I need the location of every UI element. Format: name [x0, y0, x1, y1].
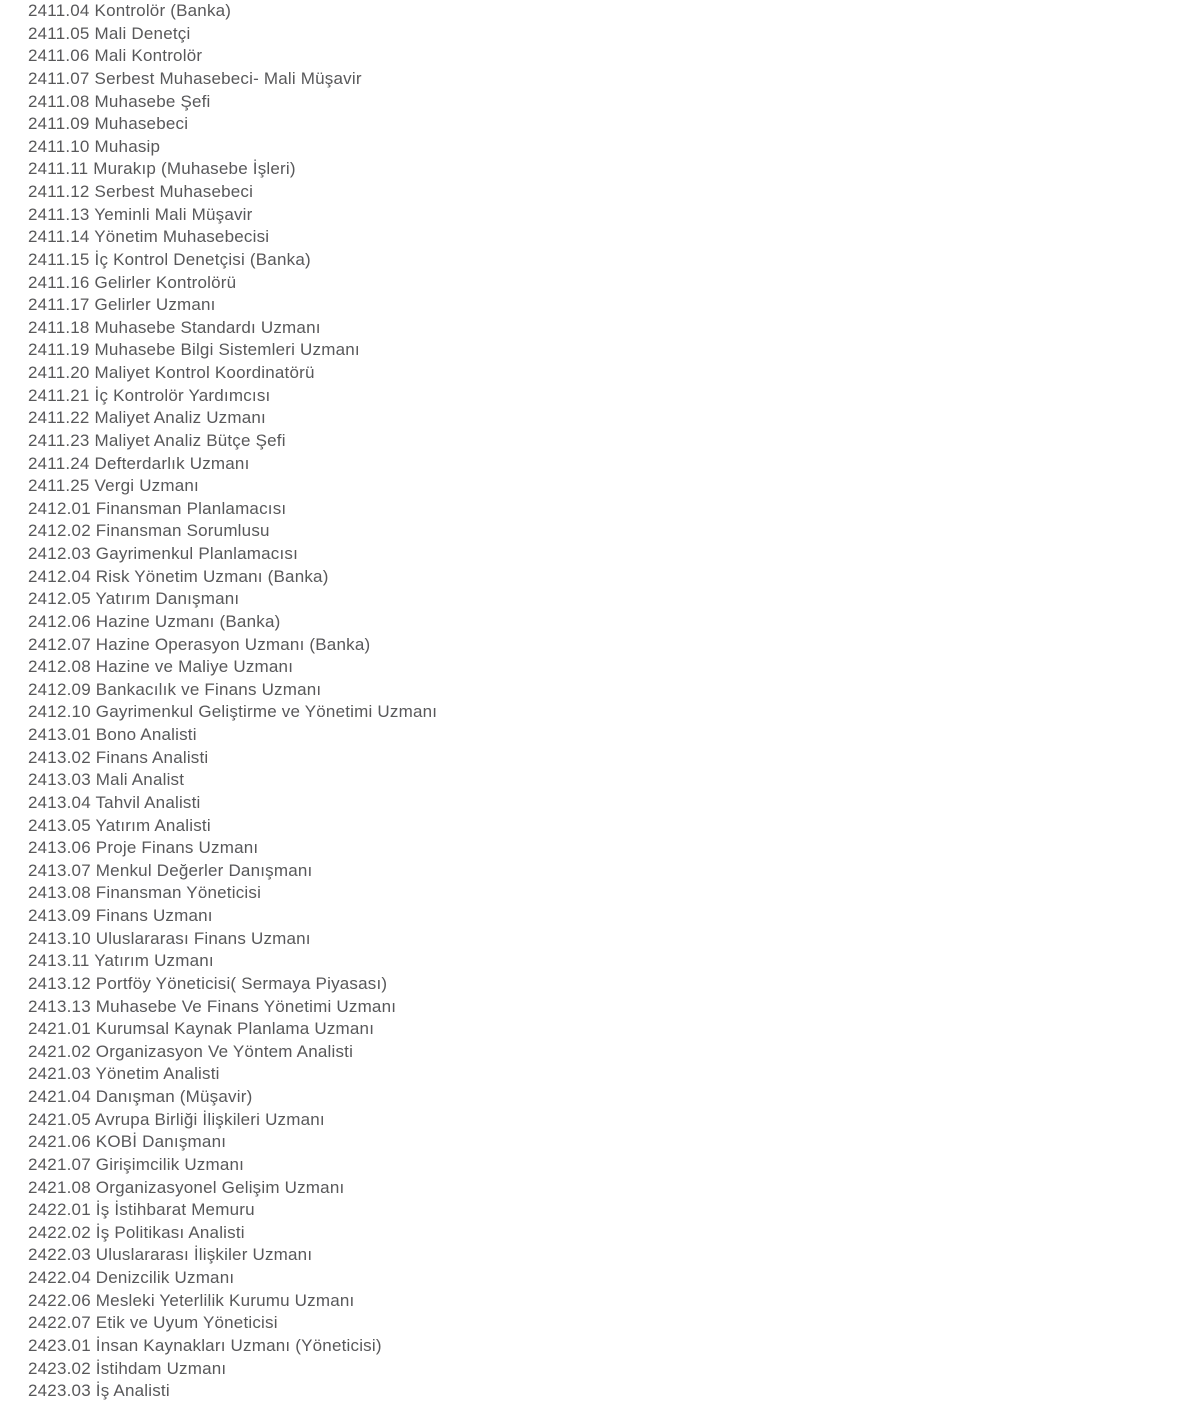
occupation-code: 2412.02 — [28, 521, 91, 541]
occupation-list-item — [28, 679, 1200, 702]
occupation-title: Finans Analisti — [95, 747, 209, 767]
occupation-code: 2422.01 — [28, 1200, 91, 1220]
occupation-title: Finansman Planlamacısı — [95, 498, 287, 518]
occupation-list-item — [28, 747, 1200, 770]
occupation-title: Kontrolör (Banka) — [94, 1, 232, 20]
occupation-list-item — [28, 701, 1200, 724]
occupation-list-item — [28, 1177, 1200, 1200]
occupation-list-item — [28, 588, 1200, 611]
occupation-title: Risk Yönetim Uzmanı (Banka) — [95, 566, 329, 586]
occupation-code: 2411.04 — [28, 1, 90, 20]
occupation-title: İstihdam Uzmanı — [95, 1358, 227, 1378]
occupation-list-item — [28, 204, 1200, 227]
occupation-title: Hazine Uzmanı (Banka) — [95, 611, 281, 631]
occupation-list-item — [28, 1244, 1200, 1267]
occupation-code: 2412.05 — [28, 589, 91, 609]
occupation-list-item — [28, 769, 1200, 792]
occupation-list-item — [28, 181, 1200, 204]
occupation-title: Mali Denetçi — [94, 23, 191, 43]
occupation-title: İş Analisti — [95, 1381, 170, 1401]
occupation-list-item — [28, 656, 1200, 679]
occupation-title: Yönetim Analisti — [95, 1064, 220, 1084]
occupation-code: 2413.09 — [28, 906, 91, 925]
occupation-list-item — [28, 385, 1200, 408]
occupation-code: 2413.11 — [28, 951, 90, 971]
occupation-code: 2411.17 — [28, 295, 90, 315]
occupation-title: Serbest Muhasebeci — [94, 182, 254, 201]
occupation-code: 2411.20 — [28, 363, 90, 382]
occupation-code: 2423.02 — [28, 1358, 91, 1378]
occupation-code: 2422.07 — [28, 1313, 91, 1333]
occupation-code: 2411.07 — [28, 68, 90, 88]
occupation-list-item — [28, 1267, 1200, 1290]
occupation-title: Organizasyon Ve Yöntem Analisti — [95, 1041, 354, 1061]
occupation-list-item — [28, 837, 1200, 860]
occupation-list-item — [28, 566, 1200, 589]
occupation-list-item — [28, 45, 1200, 68]
occupation-code: 2411.12 — [28, 182, 90, 201]
occupation-title: Defterdarlık Uzmanı — [94, 453, 250, 473]
occupation-title: Maliyet Analiz Bütçe Şefi — [94, 430, 286, 450]
occupation-code: 2413.03 — [28, 770, 91, 790]
occupation-code: 2411.21 — [28, 385, 90, 405]
occupation-code: 2421.01 — [28, 1019, 91, 1039]
occupation-list-item — [28, 158, 1200, 181]
occupation-code: 2413.08 — [28, 883, 91, 903]
occupation-list-item — [28, 1131, 1200, 1154]
occupation-title: Portföy Yöneticisi( Sermaya Piyasası) — [95, 973, 388, 993]
occupation-code: 2411.14 — [28, 227, 90, 247]
occupation-title: Maliyet Kontrol Koordinatörü — [94, 363, 315, 382]
occupation-title: Mesleki Yeterlilik Kurumu Uzmanı — [95, 1290, 355, 1310]
occupation-title: Yatırım Analisti — [95, 815, 211, 835]
occupation-list-item — [28, 973, 1200, 996]
occupation-code: 2412.08 — [28, 657, 91, 677]
occupation-list-item — [28, 950, 1200, 973]
occupation-title: Avrupa Birliği İlişkileri Uzmanı — [94, 1109, 325, 1129]
occupation-title: Hazine Operasyon Uzmanı (Banka) — [95, 634, 371, 654]
occupation-title: Mali Kontrolör — [94, 46, 203, 66]
occupation-code: 2412.03 — [28, 544, 91, 563]
occupation-list-item — [28, 113, 1200, 136]
occupation-code: 2411.15 — [28, 249, 90, 269]
occupation-code: 2411.22 — [28, 408, 90, 428]
occupation-code: 2411.25 — [28, 476, 90, 496]
occupation-code: 2423.01 — [28, 1335, 91, 1355]
occupation-list-item — [28, 453, 1200, 476]
occupation-title: Denizcilik Uzmanı — [95, 1268, 235, 1287]
occupation-list-item — [28, 1154, 1200, 1177]
occupation-code: 2422.04 — [28, 1268, 91, 1287]
occupation-title: KOBİ Danışmanı — [95, 1132, 227, 1152]
occupation-title: Yeminli Mali Müşavir — [94, 204, 253, 224]
occupation-code: 2421.03 — [28, 1064, 91, 1084]
occupation-list-item — [28, 1358, 1200, 1381]
occupation-title: Serbest Muhasebeci- Mali Müşavir — [94, 68, 362, 88]
occupation-code: 2413.13 — [28, 996, 91, 1016]
occupation-list-item — [28, 339, 1200, 362]
occupation-list-item — [28, 91, 1200, 114]
occupation-code: 2421.05 — [28, 1109, 91, 1129]
occupation-code: 2422.06 — [28, 1290, 91, 1310]
occupation-code: 2412.09 — [28, 679, 91, 699]
occupation-title: Kurumsal Kaynak Planlama Uzmanı — [95, 1019, 375, 1039]
occupation-list-item — [28, 1086, 1200, 1109]
occupation-code: 2413.06 — [28, 838, 91, 858]
occupation-code: 2421.07 — [28, 1154, 91, 1174]
occupation-title: Muhasip — [94, 136, 161, 156]
occupation-title: Finansman Yöneticisi — [95, 883, 262, 903]
occupation-list-item — [28, 1312, 1200, 1335]
occupation-title: Bankacılık ve Finans Uzmanı — [95, 679, 322, 699]
occupation-code: 2411.05 — [28, 23, 90, 43]
occupation-list-item — [28, 1290, 1200, 1313]
occupation-list-item — [28, 226, 1200, 249]
occupation-code: 2411.09 — [28, 114, 90, 134]
occupation-code: 2413.10 — [28, 928, 91, 948]
occupation-code: 2412.07 — [28, 634, 91, 654]
occupation-list-item — [28, 362, 1200, 385]
occupation-list-item — [28, 634, 1200, 657]
occupation-title: Gayrimenkul Geliştirme ve Yönetimi Uzmanı — [95, 702, 438, 722]
occupation-title: Organizasyonel Gelişim Uzmanı — [95, 1177, 345, 1197]
occupation-code: 2411.23 — [28, 430, 90, 450]
occupation-list-item — [28, 1199, 1200, 1222]
occupation-code: 2421.04 — [28, 1087, 91, 1106]
occupation-list-item — [28, 1222, 1200, 1245]
occupation-list-item — [28, 928, 1200, 951]
occupation-list-item — [28, 996, 1200, 1019]
occupation-title: Bono Analisti — [95, 725, 197, 744]
occupation-title: Girişimcilik Uzmanı — [95, 1154, 245, 1174]
occupation-title: İç Kontrolör Yardımcısı — [94, 385, 271, 405]
occupation-title: Hazine ve Maliye Uzmanı — [95, 657, 294, 677]
occupation-list-item — [28, 1018, 1200, 1041]
occupation-code: 2412.01 — [28, 498, 91, 518]
occupation-title: Murakıp (Muhasebe İşleri) — [93, 159, 296, 179]
occupation-title: İç Kontrol Denetçisi (Banka) — [94, 249, 311, 269]
occupation-title: Tahvil Analisti — [95, 792, 201, 812]
occupation-code: 2411.11 — [28, 159, 89, 179]
occupation-list-item — [28, 0, 1200, 23]
occupation-title: Yönetim Muhasebecisi — [94, 227, 270, 247]
occupation-title: Danışman (Müşavir) — [95, 1087, 253, 1106]
occupation-list-item — [28, 882, 1200, 905]
occupation-code: 2423.03 — [28, 1381, 91, 1401]
occupation-code: 2413.05 — [28, 815, 91, 835]
occupation-title: Finansman Sorumlusu — [95, 521, 270, 541]
occupation-title: Proje Finans Uzmanı — [95, 838, 259, 858]
occupation-list-item — [28, 1380, 1200, 1403]
occupation-list-item — [28, 860, 1200, 883]
occupation-list-item — [28, 1335, 1200, 1358]
occupation-list-item — [28, 1109, 1200, 1132]
occupation-list-item — [28, 136, 1200, 159]
occupation-code: 2411.24 — [28, 453, 90, 473]
occupation-list-item — [28, 1063, 1200, 1086]
occupation-title: Muhasebe Standardı Uzmanı — [94, 317, 321, 337]
occupation-code: 2412.06 — [28, 611, 91, 631]
occupation-title: Menkul Değerler Danışmanı — [95, 860, 313, 880]
occupation-title: Maliyet Analiz Uzmanı — [94, 408, 266, 428]
occupation-code: 2422.02 — [28, 1222, 91, 1242]
occupation-code: 2421.06 — [28, 1132, 91, 1152]
occupation-list-item — [28, 407, 1200, 430]
occupation-code: 2411.06 — [28, 46, 90, 66]
occupation-code: 2411.16 — [28, 272, 90, 292]
occupation-list-item — [28, 68, 1200, 91]
occupation-list-item — [28, 1041, 1200, 1064]
occupation-code: 2413.04 — [28, 792, 91, 812]
occupation-code: 2421.02 — [28, 1041, 91, 1061]
occupation-list-item — [28, 543, 1200, 566]
occupation-title: Finans Uzmanı — [95, 906, 213, 925]
occupation-title: Etik ve Uyum Yöneticisi — [95, 1313, 278, 1333]
occupation-list-item — [28, 475, 1200, 498]
occupation-code: 2412.04 — [28, 566, 91, 586]
occupation-code: 2412.10 — [28, 702, 91, 722]
occupation-title: Uluslararası Finans Uzmanı — [95, 928, 311, 948]
occupation-code: 2411.08 — [28, 91, 90, 111]
occupation-title: Muhasebe Şefi — [94, 91, 211, 111]
occupation-list-item — [28, 520, 1200, 543]
occupation-title: Uluslararası İlişkiler Uzmanı — [95, 1245, 313, 1265]
occupation-title: Gelirler Uzmanı — [94, 295, 216, 315]
occupation-list-item — [28, 611, 1200, 634]
occupation-title: Mali Analist — [95, 770, 185, 790]
occupation-title: Yatırım Danışmanı — [95, 589, 240, 609]
occupation-code: 2413.02 — [28, 747, 91, 767]
occupation-code: 2413.12 — [28, 973, 91, 993]
occupation-code: 2421.08 — [28, 1177, 91, 1197]
occupation-title: İş Politikası Analisti — [95, 1222, 245, 1242]
occupation-title: İş İstihbarat Memuru — [95, 1200, 255, 1220]
occupation-list-item — [28, 724, 1200, 747]
occupation-code: 2422.03 — [28, 1245, 91, 1265]
occupation-title: Yatırım Uzmanı — [94, 951, 214, 971]
occupation-title: Muhasebe Ve Finans Yönetimi Uzmanı — [95, 996, 397, 1016]
occupation-title: Muhasebeci — [94, 114, 189, 134]
occupation-list-item — [28, 249, 1200, 272]
occupation-title: Gelirler Kontrolörü — [94, 272, 237, 292]
occupation-title: İnsan Kaynakları Uzmanı (Yöneticisi) — [95, 1335, 382, 1355]
occupation-code: 2411.19 — [28, 340, 90, 360]
occupation-code: 2413.01 — [28, 725, 91, 744]
occupation-list-item — [28, 792, 1200, 815]
occupation-list-item — [28, 23, 1200, 46]
occupation-list-item — [28, 272, 1200, 295]
occupation-title: Muhasebe Bilgi Sistemleri Uzmanı — [94, 340, 360, 360]
occupation-title: Gayrimenkul Planlamacısı — [95, 544, 299, 563]
occupation-code: 2411.18 — [28, 317, 90, 337]
occupation-list-item — [28, 815, 1200, 838]
occupation-list-item — [28, 294, 1200, 317]
occupation-code: 2413.07 — [28, 860, 91, 880]
occupation-list-item — [28, 905, 1200, 928]
occupation-title: Vergi Uzmanı — [94, 476, 199, 496]
occupation-code: 2411.10 — [28, 136, 90, 156]
occupation-list-item — [28, 430, 1200, 453]
occupation-list-item — [28, 498, 1200, 521]
occupation-list-item — [28, 317, 1200, 340]
occupation-code: 2411.13 — [28, 204, 90, 224]
